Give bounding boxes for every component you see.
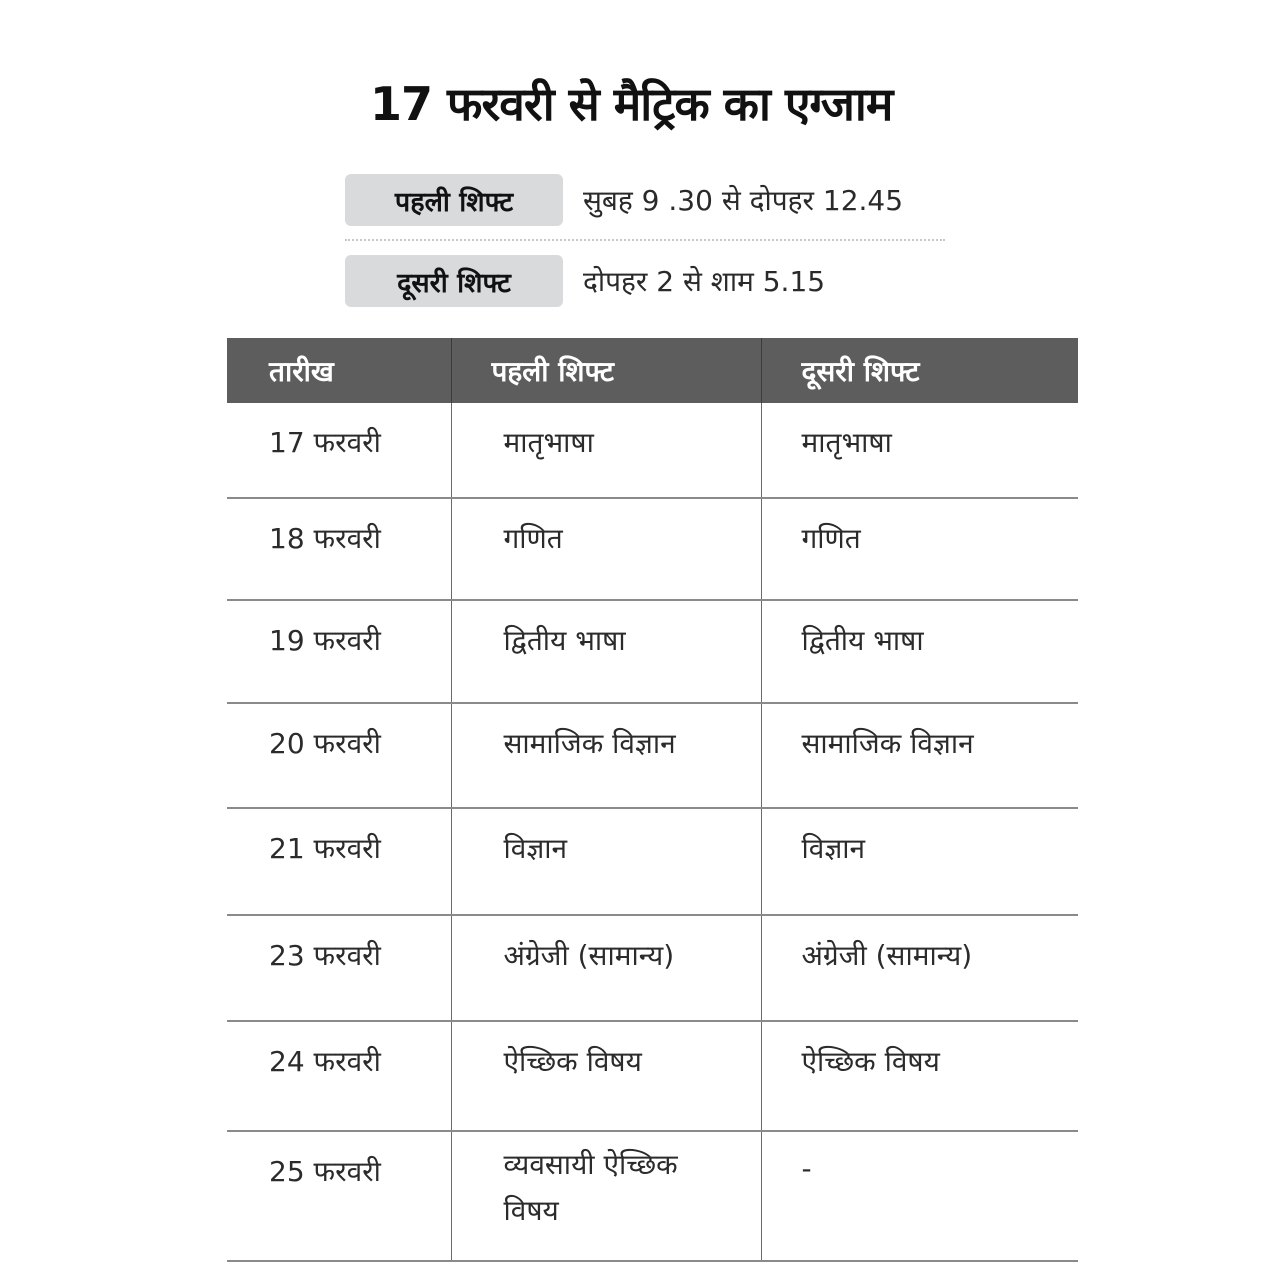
table-row (227, 600, 1078, 703)
cell-second-shift: सामाजिक विज्ञान (761, 703, 1078, 808)
cell-first-shift: ऐच्छिक विषय (451, 1021, 761, 1131)
cell-first-shift: अंग्रेजी (सामान्य) (451, 915, 761, 1021)
table-row (227, 403, 1078, 498)
cell-date: 25 फरवरी (227, 1131, 451, 1261)
table-row (227, 808, 1078, 915)
cell-first-shift (451, 1131, 761, 1261)
table-header-row (227, 338, 1078, 403)
table-row (227, 915, 1078, 1021)
shift-badge-first: पहली शिफ्ट (345, 174, 563, 226)
cell-date: 23 फरवरी (227, 915, 451, 1021)
cell-date: 21 फरवरी (227, 808, 451, 915)
cell-second-shift: - (761, 1131, 1078, 1261)
cell-first-shift: द्वितीय भाषा (451, 600, 761, 703)
cell-first-shift: मातृभाषा (451, 403, 761, 498)
shift-info-first (345, 174, 903, 226)
page-title: 17 फरवरी से मैट्रिक का एग्जाम (370, 77, 893, 131)
cell-first-shift-line1: व्यवसायी ऐच्छिक (503, 1148, 678, 1181)
shift-badge-second: दूसरी शिफ्ट (345, 255, 563, 307)
cell-second-shift: ऐच्छिक विषय (761, 1021, 1078, 1131)
header-second-shift: दूसरी शिफ्ट (761, 338, 1078, 403)
cell-date: 19 फरवरी (227, 600, 451, 703)
table-row (227, 703, 1078, 808)
header-date: तारीख (227, 338, 451, 403)
table-row (227, 1021, 1078, 1131)
cell-first-shift-line2: विषय (503, 1194, 559, 1227)
cell-date: 24 फरवरी (227, 1021, 451, 1131)
cell-second-shift: मातृभाषा (761, 403, 1078, 498)
cell-second-shift: गणित (761, 498, 1078, 600)
table-row (227, 498, 1078, 600)
cell-date: 18 फरवरी (227, 498, 451, 600)
cell-first-shift: सामाजिक विज्ञान (451, 703, 761, 808)
exam-schedule-table (227, 338, 1078, 1262)
header-first-shift: पहली शिफ्ट (451, 338, 761, 403)
cell-second-shift: विज्ञान (761, 808, 1078, 915)
cell-first-shift: गणित (451, 498, 761, 600)
cell-second-shift: अंग्रेजी (सामान्य) (761, 915, 1078, 1021)
shift-time-first: सुबह 9 .30 से दोपहर 12.45 (583, 184, 904, 217)
divider (345, 239, 945, 241)
cell-second-shift: द्वितीय भाषा (761, 600, 1078, 703)
cell-date: 17 फरवरी (227, 403, 451, 498)
cell-date: 20 फरवरी (227, 703, 451, 808)
table-row (227, 1131, 1078, 1261)
shift-info-second (345, 255, 825, 307)
shift-time-second: दोपहर 2 से शाम 5.15 (583, 265, 826, 298)
cell-first-shift: विज्ञान (451, 808, 761, 915)
